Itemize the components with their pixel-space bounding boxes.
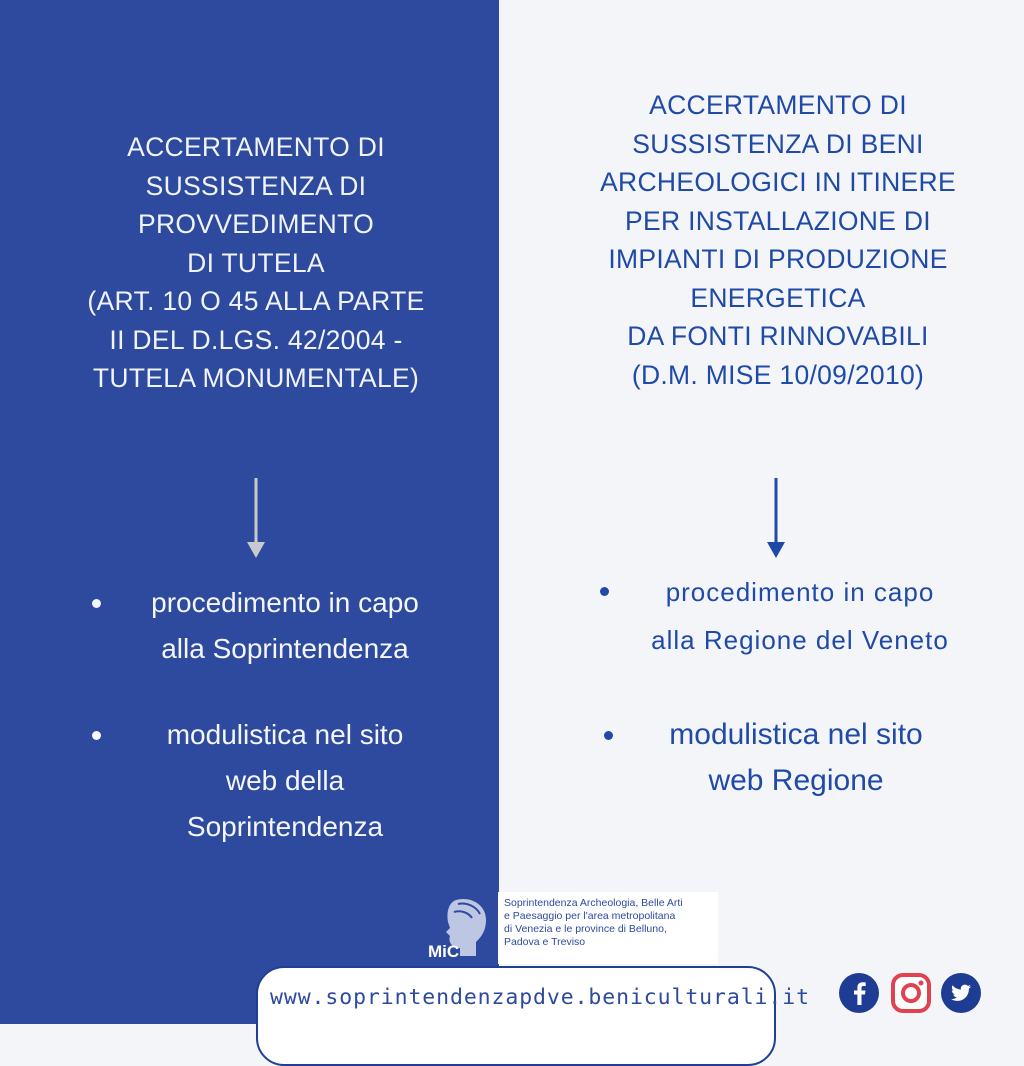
list-item-line: web della (225, 765, 345, 796)
bullet-icon (600, 587, 609, 596)
heading-line: II DEL D.LGS. 42/2004 - (109, 324, 403, 355)
list-item-line: modulistica nel sito (669, 718, 923, 751)
logo-text (504, 897, 716, 949)
website-link[interactable]: www.soprintendenzapdve.beniculturali.it (270, 985, 810, 1010)
list-item-line: modulistica nel sito (166, 719, 404, 750)
bullet-icon (92, 731, 101, 740)
list-item-line: web Regione (708, 764, 884, 797)
heading-line: ACCERTAMENTO DI (649, 90, 907, 120)
heading-line: IMPIANTI DI PRODUZIONE (608, 244, 948, 274)
heading-line: SUSSISTENZA DI BENI (632, 128, 924, 159)
right-heading (518, 86, 1024, 394)
logo-text-line: di Venezia e le province di Belluno, (504, 923, 667, 935)
heading-line: SUSSISTENZA DI (145, 170, 367, 201)
left-heading (0, 128, 512, 398)
list-item (120, 712, 450, 850)
heading-line: ENERGETICA (690, 282, 866, 313)
instagram-icon[interactable] (890, 972, 932, 1014)
logo-text-line: Soprintendenza Archeologia, Belle Arti (504, 897, 683, 909)
bullet-icon (604, 731, 613, 740)
heading-line: (D.M. MISE 10/09/2010) (631, 359, 925, 390)
heading-line: ACCERTAMENTO DI (127, 132, 385, 162)
heading-line: ARCHEOLOGICI IN ITINERE (600, 167, 956, 197)
institution-logo (426, 892, 718, 964)
heading-line: DA FONTI RINNOVABILI (627, 321, 929, 351)
bullet-icon (92, 599, 101, 608)
list-item (120, 580, 450, 672)
list-item (620, 712, 972, 804)
list-item-line: Soprintendenza (186, 811, 384, 842)
logo-mic-text: MiC (428, 942, 460, 961)
facebook-icon[interactable] (838, 972, 880, 1014)
logo-text-line: e Paesaggio per l'area metropolitana (504, 910, 676, 922)
list-item-line: alla Regione del Veneto (651, 625, 949, 655)
list-item (620, 568, 980, 664)
heading-line: PROVVEDIMENTO (137, 209, 375, 239)
twitter-icon[interactable] (940, 972, 982, 1014)
arrow-down-icon (766, 478, 786, 560)
logo-mark (426, 892, 498, 964)
list-item-line: procedimento in capo (151, 587, 419, 618)
logo-text-line: Padova e Treviso (504, 936, 586, 948)
list-item-line: alla Soprintendenza (161, 633, 409, 664)
arrow-down-icon (246, 478, 266, 560)
heading-line: PER INSTALLAZIONE DI (625, 205, 931, 236)
heading-line: DI TUTELA (187, 247, 325, 278)
heading-line: TUTELA MONUMENTALE) (92, 363, 420, 393)
list-item-line: procedimento in capo (665, 577, 935, 607)
heading-line: (ART. 10 O 45 ALLA PARTE (87, 286, 425, 316)
url-pill (256, 966, 810, 1066)
